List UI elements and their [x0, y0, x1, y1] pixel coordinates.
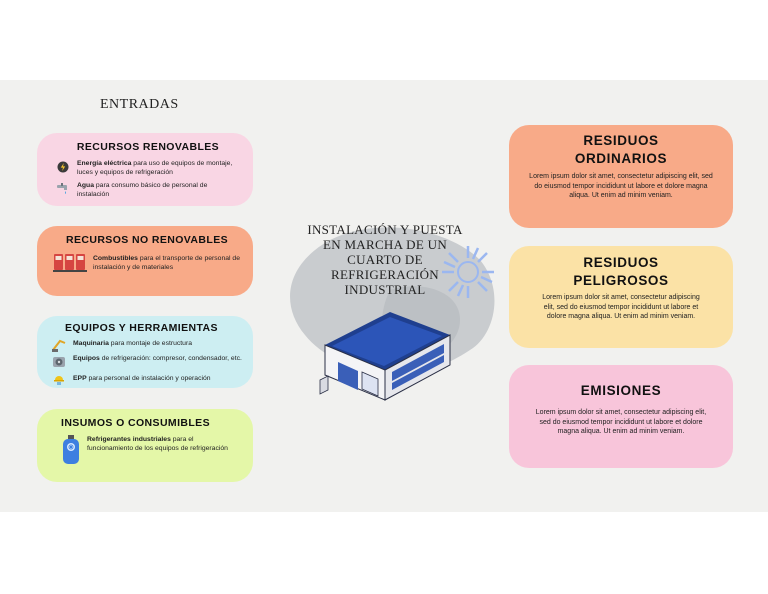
card-emissions	[509, 365, 733, 468]
card-supplies	[37, 409, 253, 482]
item-bold: Agua	[77, 182, 94, 189]
card-hazardous-title-line2: PELIGROSOS	[573, 273, 669, 288]
card-hazardous-waste	[509, 246, 733, 348]
item-text: para personal de instalación y operación	[86, 375, 211, 382]
item-bold: Energía eléctrica	[77, 160, 132, 167]
inputs-heading: ENTRADAS	[100, 97, 179, 112]
item-text: para uso de equipos de montaje, luces y equipos de refrigeración	[77, 160, 233, 176]
list-item	[55, 159, 241, 177]
center-title: INSTALACIÓN Y PUESTA EN MARCHA DE UN CUARTO DE REFRIGERACIÓN INDUSTRIAL	[307, 222, 463, 297]
compressor-icon	[51, 354, 67, 370]
item-bold: EPP	[73, 375, 87, 382]
card-ordinary-body: Lorem ipsum dolor sit amet, consectetur adipiscing elit, sed do eiusmod tempor incididunt ut labore et dolore magna aliqua. Ut enim ad minim veniam.	[529, 173, 713, 200]
fuel-pump-icon	[53, 254, 87, 270]
card-emissions-body: Lorem ipsum dolor sit amet, consectetur adipiscing elit, sed do eiusmod tempor incididunt ut labore et dolore magna aliqua. Ut enim ad minim veniam.	[535, 409, 707, 436]
card-emissions-title: EMISIONES	[580, 383, 662, 398]
list-item	[51, 371, 243, 387]
list-item	[61, 435, 241, 465]
card-renewable-resources	[37, 133, 253, 206]
list-item	[51, 354, 243, 370]
item-bold: Equipos	[73, 355, 100, 362]
card-ordinary-waste	[509, 125, 733, 228]
card-hazardous-title-line1: RESIDUOS	[583, 255, 659, 270]
card-supplies-title: INSUMOS O CONSUMIBLES	[61, 417, 210, 429]
item-text: para el transporte de personal de instalación y de materiales	[93, 255, 240, 271]
item-text: para el funcionamiento de los equipos de refrigeración	[87, 436, 228, 452]
item-bold: Maquinaria	[73, 340, 109, 347]
item-text: para montaje de estructura	[108, 340, 193, 347]
card-equipment-title: EQUIPOS Y HERRAMIENTAS	[65, 322, 218, 334]
item-bold: Refrigerantes industriales	[87, 436, 171, 443]
item-text: de refrigeración: compresor, condensador, etc.	[99, 355, 242, 362]
list-item	[55, 181, 241, 199]
item-text: para consumo básico de personal de instalación	[77, 182, 208, 198]
list-item	[53, 254, 241, 272]
card-non-renewable-title: RECURSOS NO RENOVABLES	[65, 234, 229, 246]
faucet-icon	[55, 181, 71, 197]
list-item	[51, 337, 243, 353]
card-ordinary-title-line2: ORDINARIOS	[574, 151, 668, 166]
card-hazardous-body: Lorem ipsum dolor sit amet, consectetur adipiscing elit, sed do eiusmod tempor incididunt ut labore et dolore magna aliqua. Ut enim ad minim veniam.	[542, 294, 700, 321]
lightning-icon	[55, 159, 71, 175]
card-renewable-title: RECURSOS RENOVABLES	[76, 141, 220, 153]
item-bold: Combustibles	[93, 255, 138, 262]
refrigerant-tank-icon	[61, 435, 81, 465]
card-ordinary-title-line1: RESIDUOS	[583, 133, 659, 148]
card-equipment-tools	[37, 316, 253, 388]
safety-gear-icon	[51, 371, 67, 387]
crane-icon	[51, 337, 67, 353]
card-non-renewable-resources	[37, 226, 253, 296]
